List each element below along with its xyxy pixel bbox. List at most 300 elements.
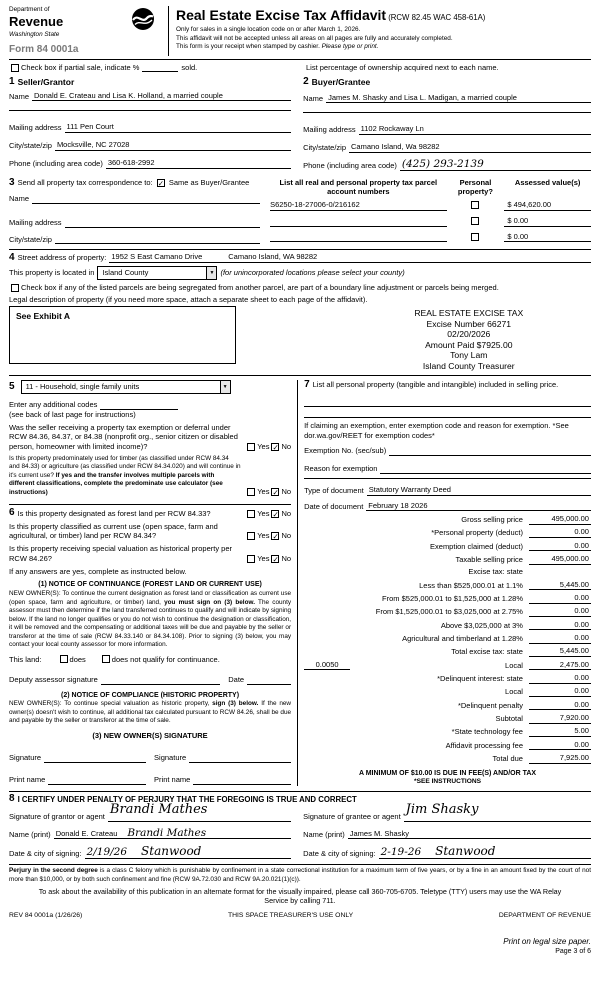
- s6-q3-no-checkbox[interactable]: ✓: [272, 554, 279, 564]
- seller-name-label: Name: [9, 91, 30, 101]
- correspondence-city-label: City/state/zip: [9, 234, 52, 244]
- document-date-row: [304, 501, 591, 512]
- parcel-table-header: [270, 178, 591, 198]
- county-note: (for unincorporated locations please select your county): [220, 268, 405, 278]
- s5-q1-no-checkbox[interactable]: ✓: [272, 442, 279, 452]
- buyer-name-row: [303, 93, 591, 104]
- s6-q3-yes-checkbox[interactable]: [247, 555, 255, 563]
- tax-row: [304, 580, 591, 591]
- buyer-city-field[interactable]: Camano Island, Wa 98282: [349, 142, 591, 153]
- personal-property-checkbox-2[interactable]: [471, 217, 479, 225]
- street-address-label: Street address of property:: [17, 253, 107, 263]
- street-address-row: [9, 252, 591, 263]
- seller-name2-field[interactable]: [9, 101, 291, 111]
- s6-q2-no-checkbox[interactable]: ✓: [272, 532, 279, 542]
- correspondence-number: 3: [9, 176, 15, 188]
- seller-city-row: [9, 140, 291, 151]
- parcel-row: [270, 232, 591, 243]
- s5-q1-text: Was the seller receiving a property tax exemption or deferral under RCW 84.36, 84.37, or 84.38 (nonprofit org., senior citizen or disabled person, homeowner with limited income)?: [9, 422, 238, 451]
- correspondence-block: [9, 178, 265, 245]
- seller-name-row: [9, 91, 291, 102]
- same-as-buyer-checkbox[interactable]: ✓: [157, 178, 165, 188]
- grantor-date-handwritten: 2/19/26: [86, 846, 128, 859]
- tax-row: [304, 554, 591, 565]
- new-owner-signature-2[interactable]: [189, 754, 291, 763]
- local-rate-field[interactable]: 0.0050: [304, 660, 350, 671]
- tax-label: Total due: [492, 754, 523, 764]
- yes-label: Yes: [257, 442, 270, 451]
- property-section: [9, 249, 591, 371]
- s6-q3-text: Is this property receiving special valuation as historical property per RCW 84.26?: [9, 544, 233, 563]
- exemption-no-field[interactable]: [389, 447, 591, 456]
- same-as-buyer-label: Same as Buyer/Grantee: [168, 177, 250, 187]
- correspondence-mailing-field[interactable]: [65, 219, 261, 228]
- notice2-text: [9, 700, 291, 725]
- yes-label: Yes: [257, 553, 270, 563]
- form-number: Form 84 0001a: [9, 43, 79, 55]
- new-owner-printname-2[interactable]: [193, 776, 291, 785]
- footer-meta-row: [9, 912, 591, 921]
- use-code-value: 11 - Household, single family units: [25, 382, 140, 392]
- document-type-row: [304, 485, 591, 496]
- print-name-label: Print name: [154, 774, 191, 784]
- tax-row: [304, 606, 591, 617]
- street-address-field[interactable]: [109, 252, 591, 263]
- parcel-col-numbers: List all real and personal property tax parcel account numbers: [279, 177, 438, 197]
- dept-of-revenue-label: DEPARTMENT OF REVENUE: [498, 911, 591, 919]
- grantor-handwritten-name: Brandi Mathes: [127, 826, 207, 839]
- grantee-date-handwritten: 2-19-26: [380, 846, 422, 859]
- buyer-phone-label: Phone (including area code): [303, 160, 397, 170]
- grantor-signature-field[interactable]: [108, 801, 291, 822]
- seller-city-field[interactable]: Mocksville, NC 27028: [55, 140, 291, 151]
- grantor-certification: [9, 801, 297, 859]
- tax-value[interactable]: 0.00: [529, 673, 591, 684]
- tax-value[interactable]: 0.00: [529, 686, 591, 697]
- buyer-name2-field[interactable]: [303, 103, 591, 113]
- document-date-label: Date of document: [304, 501, 364, 511]
- wa-state-label: Washington State: [9, 31, 60, 39]
- header-note-3a: This form is your receipt when stamped by cashier.: [176, 43, 322, 51]
- chevron-down-icon[interactable]: ▼: [220, 381, 230, 393]
- see-instructions-note: *SEE INSTRUCTIONS: [414, 777, 482, 785]
- seller-city-label: City/state/zip: [9, 141, 52, 151]
- tax-row: [304, 541, 591, 552]
- chevron-down-icon[interactable]: ▼: [206, 267, 216, 279]
- parcel-checkbox-cell: [447, 217, 505, 227]
- assessed-value-field-2[interactable]: $ 0.00: [504, 216, 591, 227]
- grantee-signature-row: [303, 801, 591, 822]
- document-type-field[interactable]: Statutory Warranty Deed: [367, 485, 591, 496]
- section5-number: 5: [9, 380, 15, 392]
- buyer-phone-field[interactable]: [400, 157, 591, 171]
- tax-row: [304, 514, 591, 525]
- exemption-reason-label: Reason for exemption: [304, 464, 378, 473]
- tax-value[interactable]: 5,445.00: [529, 646, 591, 657]
- parcel-row: [270, 216, 591, 227]
- s5-q1-yes-checkbox[interactable]: [247, 443, 255, 451]
- tax-row: [304, 740, 591, 751]
- buyer-city-row: [303, 142, 591, 153]
- correspondence-mailing-label: Mailing address: [9, 217, 62, 227]
- does-checkbox[interactable]: [60, 655, 68, 663]
- buyer-section: [297, 77, 591, 171]
- parcel-number-field-2[interactable]: [270, 218, 446, 227]
- personal-property-list-field[interactable]: [304, 391, 591, 407]
- tax-row: [304, 700, 591, 711]
- correspondence-name-row: [9, 194, 260, 204]
- tax-label: Excise tax: state: [468, 567, 523, 577]
- grantee-certification: [297, 801, 591, 859]
- grantor-datecity-field[interactable]: [85, 846, 292, 859]
- section7-heading: List all personal property (tangible and intangible) included in selling price.: [312, 380, 559, 390]
- s6-q3-yesno: [245, 554, 291, 564]
- county-select[interactable]: [97, 266, 217, 280]
- notice2-a: NEW OWNER(S): To continue special valuation as historic property,: [9, 700, 213, 708]
- tax-label: Affidavit processing fee: [445, 740, 523, 750]
- tax-label: Exemption claimed (deduct): [430, 541, 523, 551]
- land-qualify-row: [9, 655, 291, 665]
- signature-label: Signature: [154, 753, 187, 763]
- top-bar: [9, 63, 591, 73]
- grantor-datecity-row: [9, 846, 291, 859]
- tax-value[interactable]: 0.00: [529, 593, 591, 604]
- parcel-checkbox-cell: [447, 233, 505, 243]
- page-number: Page 3 of 6: [555, 948, 591, 956]
- stamp-amount-paid: Amount Paid $7925.00: [425, 339, 513, 350]
- tax-value[interactable]: 0.00: [529, 740, 591, 751]
- tax-value[interactable]: 0.00: [529, 620, 591, 631]
- does-label: does: [69, 654, 86, 664]
- s6-q2-yesno: [245, 531, 291, 541]
- section6-number: 6: [9, 507, 15, 519]
- grantee-signature-handwritten: Jim Shasky: [405, 801, 479, 817]
- s6-q1-yesno: [245, 509, 291, 519]
- seller-heading: Seller/Grantor: [17, 76, 75, 87]
- segregated-checkbox[interactable]: [11, 284, 19, 292]
- seller-phone-row: [9, 158, 291, 169]
- personal-property-checkbox-1[interactable]: [471, 201, 479, 209]
- header-note-3b: Please type or print.: [321, 43, 379, 51]
- tax-row: [304, 633, 591, 644]
- buyer-mailing-label: Mailing address: [303, 125, 356, 135]
- legal-paper-note: Print on legal size paper.: [503, 936, 591, 946]
- tax-label: *Personal property (deduct): [431, 528, 523, 538]
- s5-q1-yesno: [245, 442, 291, 452]
- parcel-col-assessed: Assessed value(s): [514, 177, 581, 187]
- tax-label: Local: [505, 687, 523, 697]
- tax-label: Taxable selling price: [455, 554, 523, 564]
- correspondence-city-field[interactable]: [55, 235, 260, 244]
- parcel-table: [265, 178, 591, 245]
- perjury-rest: is a class C felony which is punishable by confinement in a state correctional institution for a maximum term of five years, or by a fine in an amount fixed by the court of not more than $10,000, or by both such confinement and fine (RCW 9A.72.030 and RCW 9A.20.021(1)(c)).: [9, 867, 591, 883]
- buyer-mailing-row: [303, 124, 591, 135]
- segregated-label: Check box if any of the listed parcels are being segregated from another parcel, are part of a boundary line adjustment or parcels being merged.: [21, 282, 499, 292]
- section5-header: [9, 380, 291, 394]
- buyer-name-field[interactable]: James M. Shasky and Lisa L. Madigan, a married couple: [326, 93, 591, 104]
- exemption-reason-field[interactable]: [380, 465, 591, 474]
- correspondence-name-field[interactable]: [32, 195, 260, 204]
- additional-codes-label: Enter any additional codes: [9, 400, 98, 409]
- no-label: No: [281, 553, 292, 563]
- stamp-treasurer-name: Tony Lam: [450, 350, 488, 361]
- grantee-city-handwritten: Stanwood: [435, 844, 496, 859]
- grantor-datecity-label: Date & city of signing:: [9, 849, 82, 859]
- tax-value[interactable]: 0.00: [529, 700, 591, 711]
- tax-value[interactable]: 7,920.00: [529, 713, 591, 724]
- seller-mailing-row: [9, 122, 291, 133]
- does-not-checkbox[interactable]: [102, 655, 110, 663]
- grantee-datecity-row: [303, 846, 591, 859]
- grantee-printname-field[interactable]: [348, 829, 591, 840]
- tax-row: [304, 673, 591, 684]
- s6-question2: [9, 522, 291, 542]
- minimum-due-note: A MINIMUM OF $10.00 IS DUE IN FEE(S) AND/OR TAX: [358, 769, 537, 777]
- s5-q2-text: [9, 455, 245, 497]
- parcel-number-field-3[interactable]: [270, 233, 446, 242]
- print-name-label: Print name: [9, 774, 46, 784]
- exemption-no-row: [304, 446, 591, 456]
- correspondence-name-label: Name: [9, 194, 30, 204]
- parties-section: [9, 77, 591, 171]
- tax-value[interactable]: 0.00: [529, 541, 591, 552]
- county-select-value: Island County: [102, 268, 149, 278]
- title-block: [176, 6, 591, 52]
- parcel-checkbox-cell: [447, 201, 505, 211]
- perjury-lead: Perjury in the second degree: [9, 867, 98, 875]
- buyer-heading: Buyer/Grantee: [311, 76, 371, 87]
- seller-phone-label: Phone (including area code): [9, 158, 103, 168]
- page-title: Real Estate Excise Tax Affidavit: [176, 7, 387, 23]
- yes-label: Yes: [257, 487, 270, 497]
- tax-label: Above $3,025,000 at 3%: [440, 620, 523, 630]
- correspondence-mailing-row: [9, 218, 260, 228]
- tax-row: [304, 620, 591, 631]
- s6-q1-yes-checkbox[interactable]: [247, 510, 255, 518]
- correspondence-heading: [18, 178, 261, 188]
- parcel-col-personal: Personal property?: [457, 177, 493, 197]
- tax-value[interactable]: 0.00: [529, 633, 591, 644]
- buyer-mailing-field[interactable]: 1102 Rockaway Ln: [359, 124, 591, 135]
- tax-row: [304, 713, 591, 724]
- partial-sale-label: Check box if partial sale, indicate %: [21, 62, 140, 72]
- tax-row-local-rate: [304, 660, 591, 671]
- correspondence-city-row: [9, 235, 260, 245]
- tax-label: Agricultural and timberland at 1.28%: [402, 633, 523, 643]
- s6-if-yes-note: If any answers are yes, complete as instructed below.: [9, 566, 187, 576]
- certification-number: 8: [9, 793, 15, 805]
- grantee-printname-label: Name (print): [303, 829, 345, 839]
- s6-question3: [9, 544, 291, 564]
- section7-header: [304, 380, 591, 391]
- grantor-printname-label: Name (print): [9, 829, 51, 839]
- no-label: No: [281, 531, 292, 541]
- notice2-title: (2) NOTICE OF COMPLIANCE (HISTORIC PROPERTY): [61, 692, 240, 700]
- exemption-no-label: Exemption No. (sec/sub): [304, 446, 387, 456]
- tax-value[interactable]: 495,000.00: [529, 554, 591, 565]
- treasurer-stamp: [347, 306, 591, 371]
- partial-sale-percent-field[interactable]: [142, 64, 178, 72]
- additional-codes-note: (see back of last page for instructions): [9, 409, 136, 419]
- tax-label: From $1,525,000.01 to $3,025,000 at 2.75%: [375, 607, 523, 617]
- notice1-c: The county assessor must then determine if the land transferred continues to qualify and will indicate by signing below. If the land no longer qualifies or you do not wish to continue the designation or classification, it will be removed and the compensating or additional taxes will be due and payable by the seller or transferor at the time of sale (RCW 84.33.140 or 84.34.108). Prior to signing (3) below, you may contact your local county assessor for more information.: [9, 598, 292, 649]
- notice1-text: [9, 590, 291, 649]
- tax-row: [304, 726, 591, 737]
- does-not-label: does not qualify for continuance.: [111, 654, 220, 664]
- s6-question1: [9, 504, 291, 519]
- notice1-b: you must sign on (3) below.: [164, 598, 255, 606]
- tax-row: [304, 753, 591, 764]
- notice1-title: (1) NOTICE OF CONTINUANCE (FOREST LAND OR CURRENT USE): [38, 581, 262, 589]
- tax-row: [304, 646, 591, 657]
- tax-row: [304, 567, 591, 577]
- revenue-label: Revenue: [9, 14, 64, 30]
- tax-label: Less than $525,000.01 at 1.1%: [419, 580, 523, 590]
- grantee-datecity-label: Date & city of signing:: [303, 849, 376, 859]
- exemption-note: If claiming an exemption, enter exemption code and reason for exemption. *See dor.wa.gov/REET for exemption codes*: [304, 420, 569, 440]
- personal-property-checkbox-3[interactable]: [471, 233, 479, 241]
- s5-question2: [9, 455, 291, 497]
- grantor-printname-row: [9, 826, 291, 840]
- street-address-value: 1952 S East Camano Drive: [111, 252, 203, 262]
- tax-label: Subtotal: [495, 714, 523, 723]
- tax-value[interactable]: 495,000.00: [529, 514, 591, 525]
- buyer-name-label: Name: [303, 93, 324, 103]
- property-number: 4: [9, 251, 15, 263]
- parcel-row: [270, 200, 591, 211]
- s5-question1: [9, 423, 291, 452]
- buyer-number: 2: [303, 75, 309, 87]
- seller-number: 1: [9, 75, 15, 87]
- stamp-title: REAL ESTATE EXCISE TAX: [414, 308, 524, 319]
- certification-heading-row: [9, 794, 591, 805]
- title-rcw: (RCW 82.45 WAC 458-61A): [388, 13, 486, 22]
- tax-label: *Delinquent interest: state: [437, 673, 523, 683]
- signature-label: Signature: [9, 753, 42, 763]
- tax-value[interactable]: 0.00: [529, 527, 591, 538]
- partial-sale-checkbox[interactable]: [11, 64, 19, 72]
- partial-sale-row: [9, 63, 300, 73]
- s6-q2-yes-checkbox[interactable]: [247, 532, 255, 540]
- header-note-2: This affidavit will not be accepted unless all areas on all pages are fully and accurately completed.: [176, 34, 453, 42]
- assessed-value-field-1[interactable]: $ 494,620.00: [504, 200, 591, 211]
- tax-label: From $525,000.01 to $1,525,000 at 1.28%: [382, 593, 523, 603]
- s6-q1-no-checkbox[interactable]: ✓: [272, 509, 279, 519]
- grantee-printname-row: [303, 829, 591, 840]
- partial-sale-sold-label: sold.: [181, 62, 198, 72]
- s5-q2-yesno: [245, 487, 291, 497]
- deputy-date-field[interactable]: [247, 676, 291, 685]
- seller-name-field[interactable]: Donald E. Crateau and Lisa K. Holland, a married couple: [32, 91, 291, 102]
- rev-number: REV 84 0001a (1/26/26): [9, 911, 83, 919]
- dor-wordmark: [9, 6, 131, 40]
- tax-value[interactable]: 7,925.00: [529, 753, 591, 764]
- form-header: [9, 6, 591, 60]
- seller-mailing-label: Mailing address: [9, 123, 62, 133]
- use-code-select[interactable]: [21, 380, 231, 394]
- deputy-signature-field[interactable]: [101, 676, 220, 685]
- tax-row: [304, 686, 591, 697]
- buyer-heading-row: [303, 77, 591, 88]
- parcel-number-field[interactable]: S6250-18-27006-0/216162: [270, 200, 446, 211]
- yes-label: Yes: [257, 508, 270, 518]
- tax-row: [304, 593, 591, 604]
- tax-value[interactable]: 5,445.00: [529, 580, 591, 591]
- new-owner-signature-1[interactable]: [44, 754, 146, 763]
- tax-label: Local: [505, 660, 523, 670]
- tax-value[interactable]: 0.00: [529, 606, 591, 617]
- page-footer: [9, 864, 591, 956]
- certification-section: [9, 791, 591, 859]
- grantee-datecity-field[interactable]: [379, 846, 591, 859]
- document-date-field[interactable]: February 18 2026: [366, 501, 591, 512]
- alt-format-note: To ask about the availability of this publication in an alternate format for the visually impaired, please call 360-705-6705. Teletype (TTY) users may use the WA Relay Service by calling 711.: [38, 887, 562, 906]
- document-type-label: Type of document: [304, 485, 364, 495]
- assessed-value-field-3[interactable]: $ 0.00: [504, 232, 591, 243]
- exemption-box: [304, 417, 591, 479]
- tax-label: Gross selling price: [461, 514, 523, 524]
- grantor-signature-label: Signature of grantor or agent: [9, 811, 105, 821]
- tax-value[interactable]: 5.00: [529, 726, 591, 737]
- no-label: No: [281, 508, 292, 518]
- right-column: [297, 380, 591, 786]
- tax-label: *State technology fee: [451, 727, 523, 737]
- exemption-reason-row: [304, 464, 591, 474]
- grantee-signature-label: Signature of grantee or agent: [303, 811, 401, 821]
- treasurer-space-label: THIS SPACE TREASURER'S USE ONLY: [227, 911, 354, 919]
- seller-phone-field[interactable]: 360-618-2992: [106, 158, 291, 169]
- notice2-c: If the new owner(s) doesn't wish to continue, all additional tax calculated pursuant to RCW 84.26, shall be due and payable by the seller or transferor at the time of sale.: [9, 700, 292, 725]
- county-row: [9, 266, 591, 280]
- grantor-signature-row: [9, 801, 291, 822]
- additional-codes-field[interactable]: [100, 402, 178, 410]
- deputy-row: [9, 675, 291, 685]
- grantee-signature-field[interactable]: [404, 801, 591, 822]
- header-note-1: Only for sales in a single location code on or after March 1, 2026.: [176, 26, 361, 34]
- correspondence-section: [9, 178, 591, 245]
- tax-value[interactable]: 2,475.00: [529, 660, 591, 671]
- located-label: This property is located in: [9, 268, 95, 278]
- grantor-printname-field[interactable]: [54, 826, 291, 840]
- new-owners-signature-title: (3) NEW OWNER(S) SIGNATURE: [92, 731, 208, 741]
- stamp-date: 02/20/2026: [447, 329, 491, 340]
- additional-codes-row: [9, 400, 291, 410]
- segregated-row: [9, 283, 591, 293]
- stamp-excise-number: Excise Number 66271: [426, 318, 512, 329]
- new-owner-printname-1[interactable]: [48, 776, 146, 785]
- grantor-signature-handwritten: Brandi Mathes: [109, 801, 208, 817]
- header-note-3: [176, 43, 591, 51]
- no-label: No: [281, 442, 292, 451]
- s5-q2-plain: Is this property predominately used for timber (as classified under RCW 84.34 and 84.33) or agriculture (as classified under RCW 84.34.020) and will continue in it's current use?: [9, 454, 241, 479]
- new-owner-printname-row: [9, 775, 291, 785]
- legal-description-box[interactable]: [9, 306, 236, 364]
- certification-columns: [9, 801, 591, 859]
- grantor-printed-name: Donald E. Crateau: [55, 828, 118, 838]
- left-column: [9, 380, 297, 786]
- seller-mailing-field[interactable]: 111 Pen Court: [65, 122, 292, 133]
- grantor-city-handwritten: Stanwood: [141, 844, 202, 859]
- no-label: No: [281, 487, 292, 497]
- title-line: [176, 6, 591, 24]
- s5-q2-no-checkbox[interactable]: ✓: [272, 488, 279, 498]
- ownership-note: List percentage of ownership acquired next to each name.: [306, 62, 499, 72]
- this-land-label: This land:: [9, 654, 42, 664]
- deputy-signature-label: Deputy assessor signature: [9, 675, 98, 685]
- notice2-b: sign (3) below.: [212, 700, 259, 708]
- tax-label: Total excise tax: state: [451, 647, 523, 657]
- s5-q2-yes-checkbox[interactable]: [247, 488, 255, 496]
